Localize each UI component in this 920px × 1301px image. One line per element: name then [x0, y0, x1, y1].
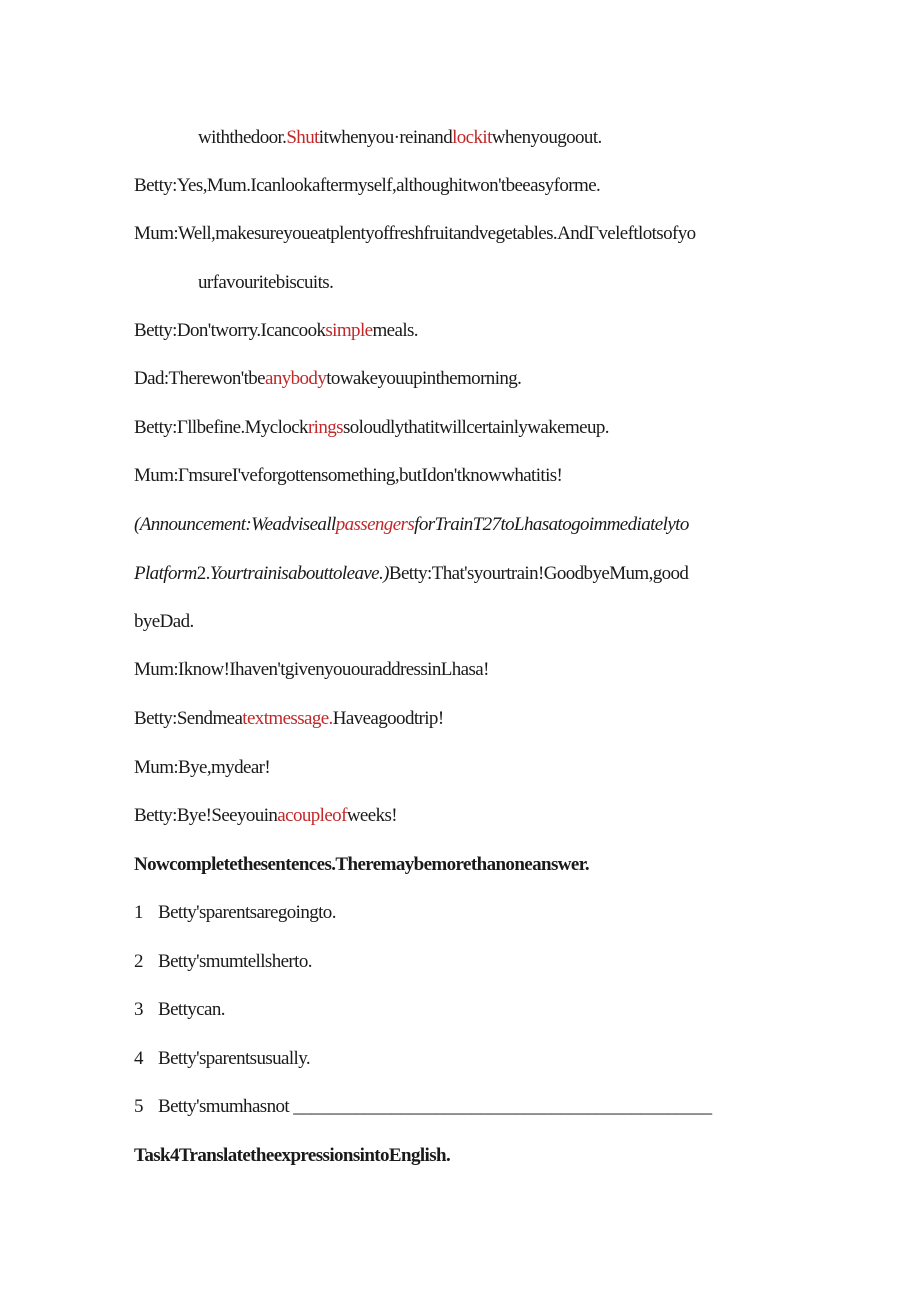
highlight-word: lockit — [452, 127, 492, 148]
question-number: 2 — [134, 951, 143, 972]
text-run: Platform — [134, 563, 197, 584]
announcement-line — [134, 562, 688, 586]
text-run: withthedoor. — [198, 127, 287, 148]
dialogue-line — [134, 416, 609, 440]
announcement-line — [134, 513, 689, 537]
question-item — [134, 1047, 310, 1071]
question-item — [134, 950, 312, 974]
text-run: Dad:Therewon'tbe — [134, 368, 265, 389]
text-run: Yourtrainisabouttoleave.) — [209, 563, 389, 584]
text-run: weeks! — [346, 805, 398, 826]
dialogue-line — [134, 367, 521, 391]
text-run: Mum:Iknow!Ihaven'tgivenyououraddressinLhasa! — [134, 659, 489, 680]
question-item — [134, 1095, 712, 1119]
highlight-word: simple — [325, 320, 373, 341]
dialogue-line — [134, 658, 489, 682]
text-run: soloudlythatitwillcertainlywakemeup. — [342, 417, 609, 438]
dialogue-line — [134, 707, 444, 731]
dialogue-line — [198, 271, 333, 295]
text-run: forTrainT27toLhasatogoimmediatelyto — [414, 514, 689, 535]
dialogue-line — [134, 319, 418, 343]
question-text: Betty'sparentsusually. — [158, 1048, 311, 1069]
question-number: 3 — [134, 999, 143, 1020]
highlight-word: rings — [307, 417, 343, 438]
text-run: Betty:That'syourtrain!GoodbyeMum,good — [388, 563, 689, 584]
question-number: 5 — [134, 1096, 143, 1117]
question-number: 4 — [134, 1048, 143, 1069]
highlight-word: passengers — [335, 514, 415, 535]
question-text: Betty'sparentsaregoingto. — [158, 902, 336, 923]
text-run: urfavouritebiscuits. — [198, 272, 334, 293]
instruction-heading: Nowcompletethesentences.Theremaybemorethanoneanswer. — [134, 854, 589, 875]
text-run: Haveagoodtrip! — [332, 708, 444, 729]
text-run: Mum:ΓmsureI'veforgottensomething,butIdon'tknowwhatitis! — [134, 465, 563, 486]
text-run: Mum:Bye,mydear! — [134, 757, 271, 778]
dialogue-line — [134, 804, 397, 828]
question-item — [134, 998, 225, 1022]
highlight-word: anybody — [265, 368, 327, 389]
question-item — [134, 901, 336, 925]
dialogue-line — [134, 610, 194, 634]
question-text: Bettycan. — [158, 999, 225, 1020]
dialogue-line — [134, 174, 600, 198]
text-run: (Announcement:Weadviseall — [134, 514, 336, 535]
text-run: whenyougoout. — [491, 127, 602, 148]
text-run: meals. — [372, 320, 418, 341]
text-run: 2. — [196, 563, 210, 584]
text-run: Betty:Don'tworry.Icancook — [134, 320, 326, 341]
dialogue-line — [134, 464, 562, 488]
text-run: byeDad. — [134, 611, 194, 632]
dialogue-line — [198, 126, 602, 150]
question-text: Betty'smumhasnot _______________________________________________ — [158, 1096, 712, 1117]
question-number: 1 — [134, 902, 143, 923]
question-text: Betty'smumtellsherto. — [158, 951, 312, 972]
text-run: Mum:Well,makesureyoueatplentyoffreshfruitandvegetables.AndΓveleftlotsofyo — [134, 223, 696, 244]
text-run: Betty:Sendmea — [134, 708, 243, 729]
highlight-word: Shut — [286, 127, 319, 148]
dialogue-line — [134, 756, 270, 780]
text-run: Betty:Bye!Seeyouin — [134, 805, 278, 826]
highlight-word: textmessage. — [242, 708, 333, 729]
text-run: itwhenyou·reinand — [318, 127, 453, 148]
dialogue-line — [134, 222, 696, 246]
highlight-word: acoupleof — [277, 805, 347, 826]
text-run: towakeyouupinthemorning. — [326, 368, 522, 389]
task-heading: Task4TranslatetheexpressionsintoEnglish. — [134, 1145, 451, 1166]
text-run: Betty:Yes,Mum.Icanlookaftermyself,althoughitwon'tbeeasyforme. — [134, 175, 601, 196]
text-run: Betty:Γllbefine.Myclock — [134, 417, 308, 438]
